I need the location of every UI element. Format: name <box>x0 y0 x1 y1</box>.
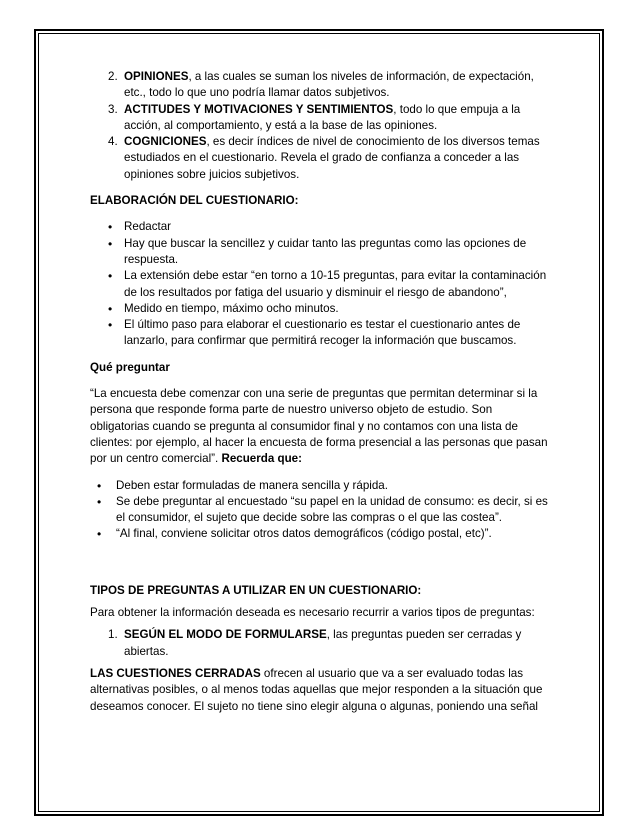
item-number: 3. <box>108 102 118 116</box>
list-item: • Redactar <box>90 219 552 235</box>
section-heading-elaboracion: ELABORACIÓN DEL CUESTIONARIO: <box>90 194 299 208</box>
list-item-modo-formularse <box>90 627 552 660</box>
paragraph-que-preguntar <box>90 386 552 467</box>
section-heading-que-preguntar: Qué preguntar <box>90 360 170 374</box>
list-item: • Deben estar formuladas de manera sencilla y rápida. <box>90 478 552 494</box>
item-term: ACTITUDES Y MOTIVACIONES Y SENTIMIENTOS <box>124 102 394 116</box>
paragraph-emphasis: LAS CUESTIONES CERRADAS <box>90 666 261 680</box>
paragraph-text: “La encuesta debe comenzar con una serie de preguntas que permitan determinar si la persona que responde forma parte de nuestro universo objeto de estudio. Son obligatorias cuando se pregunta al consumidor final y no contamos con una lista de clientes: por ejemplo, al hacer la encuesta de forma presencial a las personas que pasan por un centro comercial”. <box>90 387 548 466</box>
item-number: 1. <box>108 628 118 642</box>
item-text: , las preguntas pueden ser cerradas y abiertas. <box>124 628 522 658</box>
item-number: 2. <box>108 70 118 83</box>
list-item: • La extensión debe estar “en torno a 10-15 preguntas, para evitar la contaminación de los resultados por fatiga del usuario y disminuir el riesgo de abandono”, <box>90 268 552 301</box>
section-heading-tipos: TIPOS DE PREGUNTAS A UTILIZAR EN UN CUESTIONARIO: <box>90 583 422 597</box>
item-term: COGNICIONES <box>124 135 207 149</box>
paragraph-text: ofrecen al usuario que va a ser evaluado todas las alternativas posibles, o al menos todas aquellas que mejor responden a la situación que deseamos conocer. El sujeto no tiene sino elegir alguna o algunas, poniendo una señal <box>90 666 543 713</box>
item-term: SEGÚN EL MODO DE FORMULARSE <box>124 628 327 642</box>
list-item: • Se debe preguntar al encuestado “su papel en la unidad de consumo: es decir, si es el consumidor, el sujeto que decide sobre las compras o el que las costea”. <box>90 494 552 527</box>
bullet-list-recuerda <box>90 478 552 543</box>
numbered-list-tipos <box>90 627 552 660</box>
item-text: , es decir índices de nivel de conocimiento de los diversos temas estudiados en el cuestionario. Revela el grado de confianza a conceder a las opiniones sobre juicios subjetivos. <box>124 135 540 181</box>
list-item-opiniones <box>90 69 552 102</box>
paragraph-cuestiones-cerradas <box>90 666 552 715</box>
document-body <box>90 69 552 715</box>
list-item: • “Al final, conviene solicitar otros datos demográficos (código postal, etc)”. <box>90 526 552 542</box>
item-term: OPINIONES <box>124 70 189 83</box>
list-item-cogniciones <box>90 134 552 183</box>
bullet-list-elaboracion <box>90 219 552 349</box>
paragraph-emphasis: Recuerda que: <box>221 452 302 466</box>
paragraph-tipos-intro: Para obtener la información deseada es necesario recurrir a varios tipos de preguntas: <box>90 606 535 620</box>
item-number: 4. <box>108 135 118 149</box>
item-text: , todo lo que empuja a la acción, al comportamiento, y está a la base de las opiniones. <box>124 102 521 132</box>
numbered-list-top <box>90 69 552 183</box>
list-item: • Hay que buscar la sencillez y cuidar tanto las preguntas como las opciones de respuesta. <box>90 236 552 269</box>
list-item: • Medido en tiempo, máximo ocho minutos. <box>90 301 552 317</box>
list-item-actitudes <box>90 102 552 135</box>
item-text: , a las cuales se suman los niveles de información, de expectación, etc., todo lo que uno podría llamar datos subjetivos. <box>124 70 534 100</box>
list-item: • El último paso para elaborar el cuestionario es testar el cuestionario antes de lanzarlo, para confirmar que permitirá recoger la información que buscamos. <box>90 317 552 350</box>
